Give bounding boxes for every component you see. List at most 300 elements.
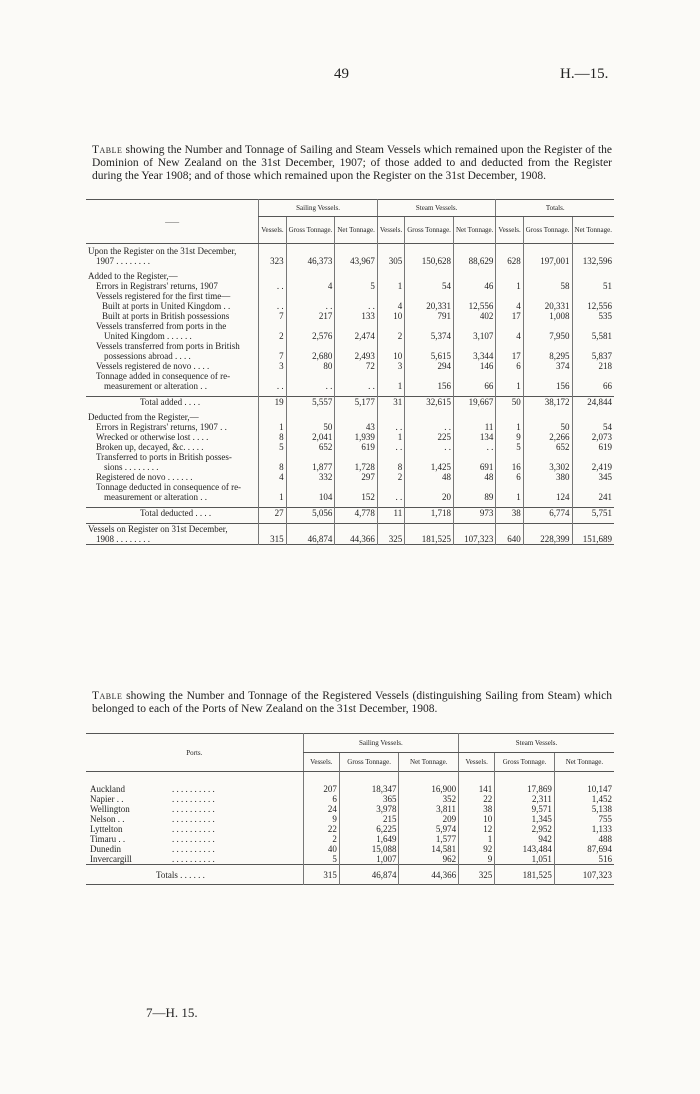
port-name-cell: [86, 854, 303, 865]
total-value: 44,366: [399, 865, 459, 885]
cell-value: 24,844: [572, 396, 614, 407]
description-line: Vessels transferred from ports in British: [96, 340, 240, 351]
cell-value: 1: [259, 482, 286, 502]
cell-value: 1,452: [554, 794, 614, 804]
description-line: 1907 . . . . . . . .: [96, 255, 150, 266]
cell-value: 207: [303, 784, 339, 794]
table-row: [86, 824, 614, 834]
table-row: [86, 432, 614, 442]
port-name: Napier . .: [90, 794, 124, 804]
cell-value: 12,556: [453, 301, 495, 311]
description-line: Upon the Register on the 31st December,: [88, 245, 237, 256]
cell-value: 1,007: [339, 854, 399, 865]
cell-value: 1,728: [335, 452, 377, 472]
cell-value: [286, 412, 335, 422]
vessel-register-table: [86, 199, 614, 545]
sailing-group-header: Sailing Vessels.: [259, 200, 378, 217]
row-description: [86, 361, 259, 371]
cell-value: 1: [496, 482, 523, 502]
cell-value: [405, 291, 454, 301]
cell-value: 5: [259, 442, 286, 452]
cell-value: 332: [286, 472, 335, 482]
cell-value: 27: [259, 507, 286, 518]
ports-header: Ports.: [86, 734, 303, 772]
cell-value: 3,344: [453, 341, 495, 361]
cell-value: . .: [335, 371, 377, 391]
cell-value: 1,939: [335, 432, 377, 442]
cell-value: 2,266: [523, 432, 572, 442]
cell-value: 10: [377, 311, 404, 321]
cell-value: [259, 412, 286, 422]
cell-value: 619: [572, 442, 614, 452]
col-net: Net Tonnage.: [453, 217, 495, 244]
cell-value: 973: [453, 507, 495, 518]
cell-value: 1: [496, 422, 523, 432]
cell-value: 380: [523, 472, 572, 482]
cell-value: 2,041: [286, 432, 335, 442]
cell-value: 8: [259, 432, 286, 442]
cell-value: 2,073: [572, 432, 614, 442]
table-row: [86, 244, 614, 266]
cell-value: 1,718: [405, 507, 454, 518]
cell-value: 10: [377, 341, 404, 361]
cell-value: 9,571: [495, 804, 555, 814]
row-description: [86, 422, 259, 432]
cell-value: 132,596: [572, 244, 614, 266]
cell-value: 48: [453, 472, 495, 482]
table-row: [86, 834, 614, 844]
cell-value: 1: [377, 371, 404, 391]
cell-value: 628: [496, 244, 523, 266]
table-row: [86, 442, 614, 452]
table-row: [86, 422, 614, 432]
cell-value: 294: [405, 361, 454, 371]
cell-value: 1,649: [339, 834, 399, 844]
cell-value: [377, 412, 404, 422]
cell-value: 20,331: [405, 301, 454, 311]
cell-value: 133: [335, 311, 377, 321]
cell-value: 516: [554, 854, 614, 865]
leader-dots: . . . . . . . . . .: [172, 784, 215, 794]
cell-value: 143,484: [495, 844, 555, 854]
cell-value: 218: [572, 361, 614, 371]
row-description: [86, 321, 259, 341]
cell-value: 1,877: [286, 452, 335, 472]
table-row: [86, 341, 614, 361]
cell-value: 5,837: [572, 341, 614, 361]
cell-value: 5: [496, 442, 523, 452]
table-row: [86, 291, 614, 301]
table-row: [86, 301, 614, 311]
description-line: Added to the Register,—: [88, 270, 178, 281]
cell-value: 89: [453, 482, 495, 502]
cell-value: 66: [453, 371, 495, 391]
cell-value: 225: [405, 432, 454, 442]
cell-value: [259, 291, 286, 301]
table-row: [86, 784, 614, 794]
table1-caption-text: showing the Number and Tonnage of Sailing and Steam Vessels which remained upon the Register of the Dominion of New Zealand on the 31st December, 1907; of those added to and deducted from the Register during the Year 1908; and of those which remained upon the Register on the 31st December, 1908.: [92, 144, 612, 182]
col-vessels: Vessels.: [459, 753, 495, 772]
col-net: Net Tonnage.: [335, 217, 377, 244]
cell-value: 16,900: [399, 784, 459, 794]
cell-value: 755: [554, 814, 614, 824]
description-line: 1908 . . . . . . . .: [96, 533, 150, 544]
cell-value: 1,008: [523, 311, 572, 321]
cell-value: 46: [453, 281, 495, 291]
cell-value: 962: [399, 854, 459, 865]
leader-dots: . . . . . . . . . .: [172, 834, 215, 844]
col-gross: Gross Tonnage.: [405, 217, 454, 244]
row-description: [86, 291, 259, 301]
leader-dots: . . . . . . . . . .: [172, 804, 215, 814]
cell-value: 3,811: [399, 804, 459, 814]
table-row: [86, 412, 614, 422]
cell-value: . .: [335, 301, 377, 311]
total-value: 315: [303, 865, 339, 885]
cell-value: [335, 291, 377, 301]
cell-value: 1,345: [495, 814, 555, 824]
cell-value: . .: [453, 442, 495, 452]
cell-value: 4: [377, 301, 404, 311]
description-line: Errors in Registrars' returns, 1907: [96, 280, 218, 291]
port-name-cell: [86, 794, 303, 804]
cell-value: 8,295: [523, 341, 572, 361]
cell-value: . .: [377, 442, 404, 452]
cell-value: 5: [303, 854, 339, 865]
cell-value: 50: [286, 422, 335, 432]
cell-value: 2,493: [335, 341, 377, 361]
cell-value: 365: [339, 794, 399, 804]
cell-value: 181,525: [405, 523, 454, 544]
col-gross: Gross Tonnage.: [495, 753, 555, 772]
cell-value: [405, 271, 454, 281]
description-header: ——: [86, 200, 259, 244]
cell-value: 46,874: [286, 523, 335, 544]
description-line: Built at ports in United Kingdom . .: [102, 300, 231, 311]
cell-value: . .: [377, 422, 404, 432]
cell-value: 14,581: [399, 844, 459, 854]
cell-value: 640: [496, 523, 523, 544]
page-signature: 7—H. 15.: [146, 1005, 198, 1020]
col-net: Net Tonnage.: [572, 217, 614, 244]
table2-caption-text: showing the Number and Tonnage of the Registered Vessels (distinguishing Sailing from Steam) which belonged to each of the Ports of New Zealand on the 31st December, 1908.: [92, 690, 612, 715]
cell-value: 691: [453, 452, 495, 472]
col-vessels: Vessels.: [377, 217, 404, 244]
cell-value: 50: [523, 422, 572, 432]
table-row: [86, 321, 614, 341]
cell-value: 22: [303, 824, 339, 834]
cell-value: 1,133: [554, 824, 614, 834]
row-description: [86, 472, 259, 482]
cell-value: 6: [496, 361, 523, 371]
table-row: [86, 452, 614, 472]
leader-dots: . . . . . . . . . .: [172, 854, 215, 864]
cell-value: [572, 412, 614, 422]
cell-value: 38,172: [523, 396, 572, 407]
cell-value: [453, 271, 495, 281]
cell-value: 87,694: [554, 844, 614, 854]
col-vessels: Vessels.: [496, 217, 523, 244]
cell-value: [496, 271, 523, 281]
cell-value: 4,778: [335, 507, 377, 518]
cell-value: [405, 412, 454, 422]
cell-value: 9: [303, 814, 339, 824]
cell-value: 22: [459, 794, 495, 804]
cell-value: 19: [259, 396, 286, 407]
leader-dots: . . . . . . . . . .: [172, 844, 215, 854]
cell-value: 11: [453, 422, 495, 432]
cell-value: 3,107: [453, 321, 495, 341]
cell-value: 72: [335, 361, 377, 371]
row-description: [86, 396, 259, 407]
cell-value: . .: [259, 371, 286, 391]
table-total-row: [86, 507, 614, 518]
cell-value: 6,774: [523, 507, 572, 518]
cell-value: 12: [459, 824, 495, 834]
description-line: Total deducted . . . .: [140, 507, 212, 518]
col-net: Net Tonnage.: [399, 753, 459, 772]
cell-value: [286, 271, 335, 281]
sailing-group-header: Sailing Vessels.: [303, 734, 458, 753]
table-row: [86, 361, 614, 371]
cell-value: 66: [572, 371, 614, 391]
cell-value: 152: [335, 482, 377, 502]
cell-value: [572, 291, 614, 301]
cell-value: 9: [496, 432, 523, 442]
cell-value: 156: [523, 371, 572, 391]
cell-value: 40: [303, 844, 339, 854]
cell-value: 11: [377, 507, 404, 518]
table2-caption-lead: Table: [92, 690, 123, 702]
cell-value: 31: [377, 396, 404, 407]
cell-value: 150,628: [405, 244, 454, 266]
port-name: Invercargill: [90, 854, 132, 864]
cell-value: . .: [286, 371, 335, 391]
cell-value: [453, 291, 495, 301]
cell-value: 1,577: [399, 834, 459, 844]
cell-value: 305: [377, 244, 404, 266]
leader-dots: . . . . . . . . . .: [172, 824, 215, 834]
col-vessels: Vessels.: [303, 753, 339, 772]
cell-value: 5,056: [286, 507, 335, 518]
cell-value: 54: [572, 422, 614, 432]
total-value: 181,525: [495, 865, 555, 885]
port-name: Wellington: [90, 804, 130, 814]
port-name-cell: [86, 814, 303, 824]
row-description: [86, 482, 259, 502]
cell-value: [377, 271, 404, 281]
cell-value: 5,557: [286, 396, 335, 407]
cell-value: 104: [286, 482, 335, 502]
cell-value: 1,425: [405, 452, 454, 472]
cell-value: 38: [496, 507, 523, 518]
cell-value: [523, 271, 572, 281]
cell-value: 402: [453, 311, 495, 321]
port-name-cell: [86, 784, 303, 794]
cell-value: 2,952: [495, 824, 555, 834]
cell-value: 134: [453, 432, 495, 442]
cell-value: 325: [377, 523, 404, 544]
description-line: Errors in Registrars' returns, 1907 . .: [96, 421, 227, 432]
description-line: Vessels registered de novo . . . .: [96, 360, 210, 371]
totals-label: Totals . . . . . .: [156, 869, 205, 880]
description-line: Wrecked or otherwise lost . . . .: [96, 431, 209, 442]
cell-value: 4: [496, 301, 523, 311]
cell-value: 5,751: [572, 507, 614, 518]
cell-value: 374: [523, 361, 572, 371]
description-line: United Kingdom . . . . . .: [104, 330, 192, 341]
cell-value: 146: [453, 361, 495, 371]
row-description: [86, 432, 259, 442]
description-line: measurement or alteration . .: [104, 380, 207, 391]
cell-value: [496, 291, 523, 301]
col-gross: Gross Tonnage.: [339, 753, 399, 772]
row-description: [86, 452, 259, 472]
row-description: [86, 507, 259, 518]
cell-value: 1,051: [495, 854, 555, 865]
cell-value: 17,869: [495, 784, 555, 794]
cell-value: 2: [377, 321, 404, 341]
cell-value: 3: [259, 361, 286, 371]
cell-value: 2: [377, 472, 404, 482]
description-line: Broken up, decayed, &c. . . . .: [96, 441, 204, 452]
table-row: [86, 371, 614, 391]
cell-value: 19,667: [453, 396, 495, 407]
cell-value: 2,419: [572, 452, 614, 472]
cell-value: 156: [405, 371, 454, 391]
cell-value: 80: [286, 361, 335, 371]
cell-value: . .: [405, 442, 454, 452]
description-line: Tonnage deducted in consequence of re-: [96, 481, 242, 492]
cell-value: 43,967: [335, 244, 377, 266]
description-line: Vessels on Register on 31st December,: [88, 523, 228, 534]
col-gross: Gross Tonnage.: [286, 217, 335, 244]
cell-value: 7: [259, 311, 286, 321]
cell-value: 88,629: [453, 244, 495, 266]
cell-value: 2,576: [286, 321, 335, 341]
cell-value: 18,347: [339, 784, 399, 794]
cell-value: 7: [259, 341, 286, 361]
table1-caption: [92, 144, 612, 183]
cell-value: 3,978: [339, 804, 399, 814]
cell-value: 151,689: [572, 523, 614, 544]
port-name-cell: [86, 824, 303, 834]
row-description: [86, 271, 259, 281]
cell-value: 6: [303, 794, 339, 804]
cell-value: 2: [303, 834, 339, 844]
cell-value: . .: [259, 281, 286, 291]
cell-value: 6: [496, 472, 523, 482]
steam-group-header: Steam Vessels.: [459, 734, 614, 753]
cell-value: 43: [335, 422, 377, 432]
cell-value: 7,950: [523, 321, 572, 341]
cell-value: . .: [259, 301, 286, 311]
description-line: Total added . . . .: [140, 396, 201, 407]
table-row: [86, 844, 614, 854]
cell-value: 209: [399, 814, 459, 824]
description-line: Transferred to ports in British posses-: [96, 451, 232, 462]
cell-value: 217: [286, 311, 335, 321]
cell-value: 535: [572, 311, 614, 321]
cell-value: 942: [495, 834, 555, 844]
cell-value: 54: [405, 281, 454, 291]
cell-value: 2: [259, 321, 286, 341]
cell-value: [523, 291, 572, 301]
port-name-cell: [86, 834, 303, 844]
cell-value: 1: [496, 371, 523, 391]
cell-value: [572, 271, 614, 281]
totals-group-header: Totals.: [496, 200, 614, 217]
cell-value: 352: [399, 794, 459, 804]
cell-value: 51: [572, 281, 614, 291]
description-line: Vessels transferred from ports in the: [96, 320, 227, 331]
port-name: Auckland: [90, 784, 125, 794]
cell-value: [453, 412, 495, 422]
table-row: [86, 794, 614, 804]
cell-value: . .: [286, 301, 335, 311]
cell-value: 17: [496, 311, 523, 321]
cell-value: 3,302: [523, 452, 572, 472]
cell-value: 2,311: [495, 794, 555, 804]
cell-value: 3: [377, 361, 404, 371]
description-line: sions . . . . . . . .: [104, 461, 159, 472]
cell-value: 24: [303, 804, 339, 814]
description-line: Tonnage added in consequence of re-: [96, 370, 231, 381]
port-name-cell: [86, 804, 303, 814]
cell-value: 44,366: [335, 523, 377, 544]
col-vessels: Vessels.: [259, 217, 286, 244]
cell-value: . .: [405, 422, 454, 432]
cell-value: 107,323: [453, 523, 495, 544]
cell-value: 20: [405, 482, 454, 502]
row-description: [86, 442, 259, 452]
cell-value: 46,373: [286, 244, 335, 266]
cell-value: 2,474: [335, 321, 377, 341]
cell-value: 10: [459, 814, 495, 824]
row-description: [86, 412, 259, 422]
cell-value: 1: [459, 834, 495, 844]
cell-value: 345: [572, 472, 614, 482]
cell-value: 619: [335, 442, 377, 452]
description-line: Vessels registered for the first time—: [96, 290, 231, 301]
cell-value: 8: [377, 452, 404, 472]
cell-value: 791: [405, 311, 454, 321]
table-row: [86, 482, 614, 502]
description-line: possessions abroad . . . .: [104, 350, 191, 361]
cell-value: [335, 271, 377, 281]
cell-value: 4: [286, 281, 335, 291]
cell-value: 1: [259, 422, 286, 432]
cell-value: 1: [377, 281, 404, 291]
cell-value: 16: [496, 452, 523, 472]
table-row: [86, 814, 614, 824]
cell-value: 215: [339, 814, 399, 824]
cell-value: 92: [459, 844, 495, 854]
cell-value: 297: [335, 472, 377, 482]
cell-value: 652: [523, 442, 572, 452]
row-description: [86, 311, 259, 321]
document-reference: H.—15.: [560, 66, 609, 82]
table-row: [86, 854, 614, 865]
cell-value: [335, 412, 377, 422]
description-line: Registered de novo . . . . . .: [96, 471, 193, 482]
port-name: Timaru . .: [90, 834, 126, 844]
description-line: measurement or alteration . .: [104, 491, 207, 502]
cell-value: 5,177: [335, 396, 377, 407]
cell-value: [286, 291, 335, 301]
cell-value: 1: [496, 281, 523, 291]
table-total-row: [86, 865, 614, 885]
